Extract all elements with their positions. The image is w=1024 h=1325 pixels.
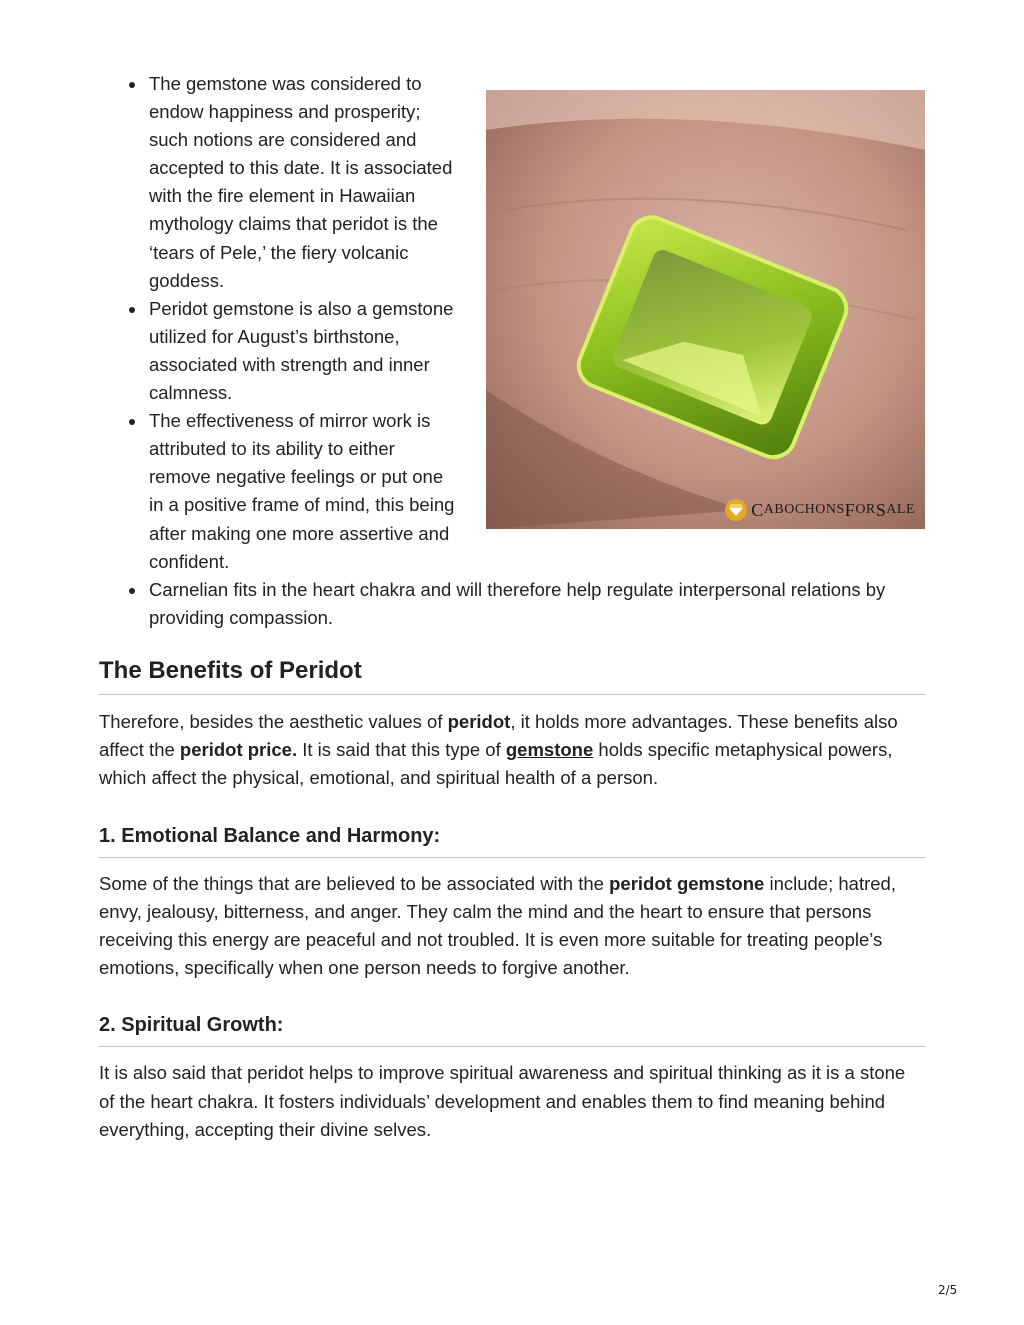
diamond-logo-icon (725, 499, 747, 521)
emotional-heading: 1. Emotional Balance and Harmony: (99, 823, 925, 858)
peridot-gem-image (486, 90, 925, 529)
spiritual-heading: 2. Spiritual Growth: (99, 1012, 925, 1047)
page-number: 2/5 (938, 1283, 958, 1297)
benefits-paragraph: Therefore, besides the aesthetic values of peridot, it holds more advantages. These benefits also affect the peridot price. It is said that this type of gemstone holds specific metaphysical powers, which affect the physical, emotional, and spiritual health of a person. (99, 711, 898, 789)
intro-section (99, 0, 925, 640)
brand-watermark: C ABOCHONS F OR S ALE (725, 499, 915, 521)
benefits-heading: The Benefits of Peridot (99, 656, 925, 695)
peridot-photo (486, 90, 925, 529)
gemstone-link[interactable]: gemstone (505, 739, 594, 761)
document-page (99, 0, 925, 1144)
list-item: The effectiveness of mirror work is attributed to its ability to either remove negative feelings or put one in a positive frame of mind, this being after making one more assertive and confident. (149, 407, 459, 576)
spiritual-paragraph: It is also said that peridot helps to improve spiritual awareness and spiritual thinking as it is a stone of the heart chakra. It fosters individuals’ development and enables them to find meaning behind everything, accepting their divine selves. (99, 1062, 906, 1140)
list-item: Carnelian fits in the heart chakra and will therefore help regulate interpersonal relations by providing compassion. (149, 576, 925, 632)
emotional-paragraph: Some of the things that are believed to be associated with the peridot gemstone include; hatred, envy, jealousy, bitterness, and anger. They calm the mind and the heart to ensure that persons receiving this energy are peaceful and not troubled. It is even more suitable for treating people’s emotions, specifically when one person needs to forgive another. (99, 872, 896, 979)
list-item: Peridot gemstone is also a gemstone utilized for August’s birthstone, associated with strength and inner calmness. (149, 295, 459, 407)
list-item: The gemstone was considered to endow happiness and prosperity; such notions are considered and accepted to this date. It is associated with the fire element in Hawaiian mythology claims that peridot is the ‘tears of Pele,’ the fiery volcanic goddess. (149, 70, 459, 295)
